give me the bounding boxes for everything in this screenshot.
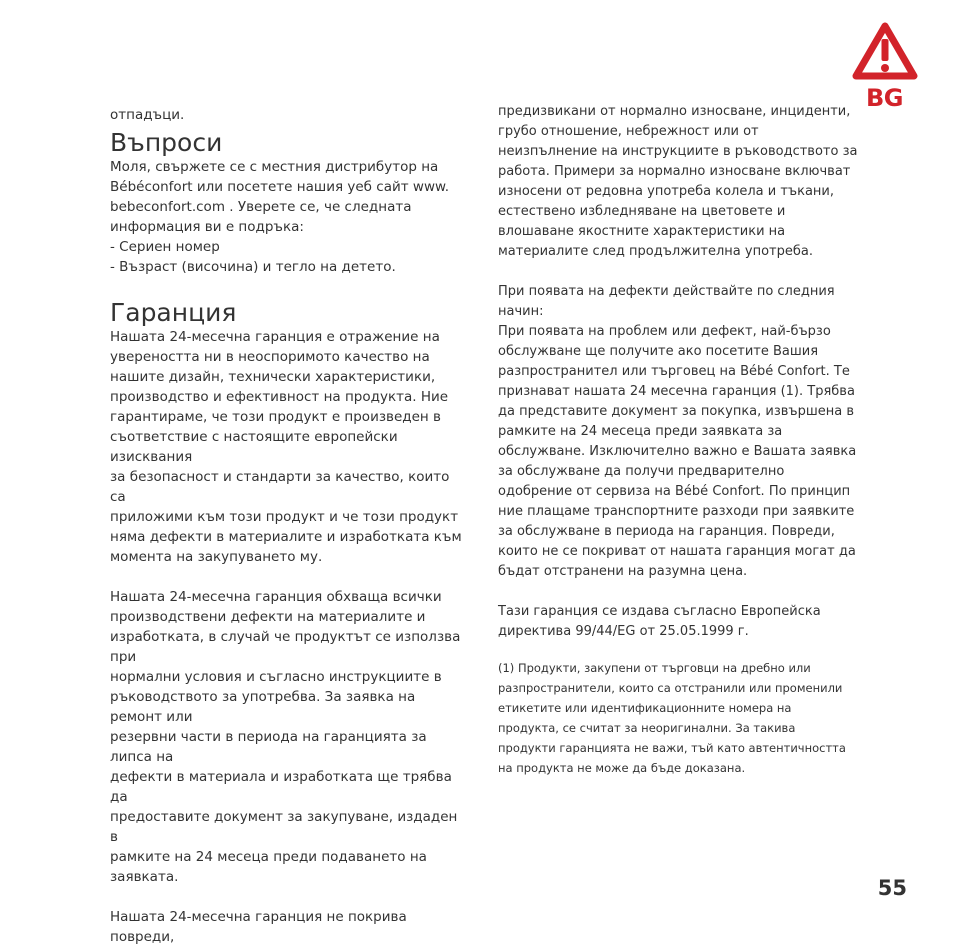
warranty-paragraph-3: Нашата 24-месечна гаранция не покрива повреди, bbox=[110, 909, 407, 945]
warranty-paragraph-1: Нашата 24-месечна гаранция е отражение на увереността ни в неоспоримото качество на нашите дизайн, технически характеристики, производство и ефективност на продукта. Ние гарантираме, че този продукт е произведен в съответствие с настоящите европейски изисквания за безопасност и стандарти за качество, които са приложими към този продукт и че този продукт няма дефекти в материалите и изработката към момента на закупуването му. bbox=[110, 329, 462, 565]
right-paragraph-3: Тази гаранция се издава съгласно Европейска директива 99/44/EG от 25.05.1999 г. bbox=[498, 604, 821, 639]
warning-triangle-icon bbox=[852, 22, 918, 82]
warranty-paragraph-2: Нашата 24-месечна гаранция обхваща всички производствени дефекти на материалите и изработката, в случай че продуктът се използва при нормални условия и съгласно инструкциите в ръководството за употребва. За заявка на ремонт или резервни части в периода на гаранцията за липса на дефекти в материала и изработката ще трябва да предоставите документ за закупуване, издаден в рамките на 24 месеца преди подаването на заявката. bbox=[110, 589, 461, 885]
left-column bbox=[110, 100, 468, 947]
questions-body: Моля, свържете се с местния дистрибутор на Bébéconfort или посетете нашия уеб сайт www. bebeconfort.com . Уверете се, че следната информация ви е подръка: - Сериен номер - Възраст (височина) и тегло на детето. bbox=[110, 159, 450, 275]
footnote: (1) Продукти, закупени от търговци на дребно или разпространители, които са отстранили или променили етикетите или идентификационните номера на продукта, се считат за неоригинални. За такива продукти гаранцията не важи, тъй като автентичността на продукта не може да бъде доказана. bbox=[498, 661, 846, 775]
right-column bbox=[498, 100, 860, 778]
right-paragraph-1: предизвикани от нормално износване, инциденти, грубо отношение, небрежност или от неизпълнение на инструкциите в ръководството за работа. Примери за нормално износване включват износени от редовна употреба колела и тъкани, естествено избледняване на цветовете и влошаване якостните характеристики на материалите след продължителна употреба. bbox=[498, 104, 858, 259]
intro-text: отпадъци. bbox=[110, 107, 185, 123]
warranty-heading: Гаранция bbox=[110, 298, 237, 327]
page-number: 55 bbox=[877, 876, 907, 900]
language-badge: BG bbox=[866, 84, 903, 112]
questions-heading: Въпроси bbox=[110, 128, 223, 157]
right-paragraph-2: При появата на дефекти действайте по следния начин: При появата на проблем или дефект, най-бързо обслужване ще получите ако посетите Вашия разпространител или търговец на Bébé Confort. Те признават нашата 24 месечна гаранция (1). Трябва да представите документ за покупка, извършена в рамките на 24 месеца преди заявката за обслужване. Изключително важно е Вашата заявка за обслужване да получи предварително одобрение от сервиза на Bébé Confort. По принцип ние плащаме транспортните разходи при заявките за обслужване в периода на гаранция. Повреди, които не се покриват от нашата гаранция могат да бъдат отстранени на разумна цена. bbox=[498, 284, 857, 579]
